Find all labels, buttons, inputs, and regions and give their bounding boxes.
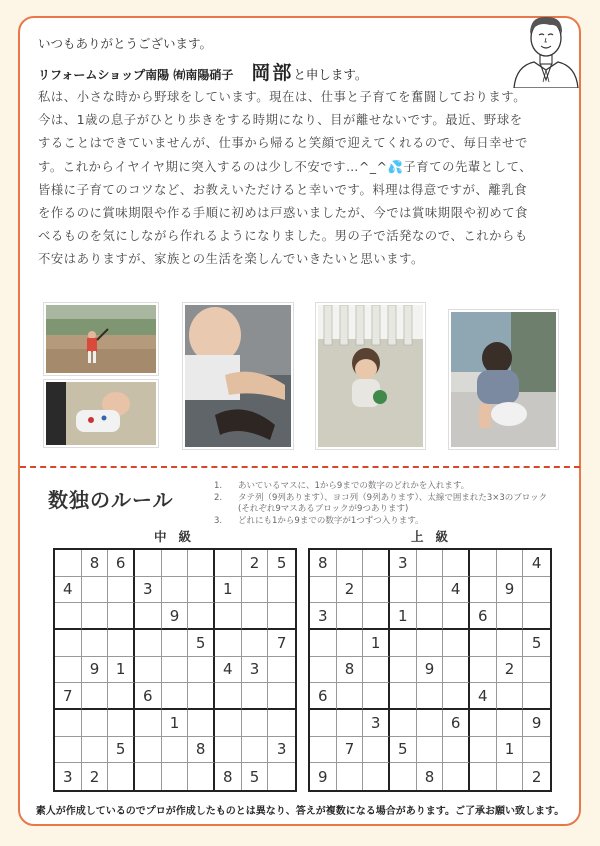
sudoku-cell[interactable] [188,763,215,790]
sudoku-cell[interactable] [55,737,82,764]
photo-baby-window [449,310,558,449]
sudoku-cell[interactable] [523,657,550,684]
sudoku-cell[interactable]: 8 [188,737,215,764]
sudoku-cell[interactable] [363,737,390,764]
photo-baseball [44,303,158,375]
sudoku-cell[interactable]: 2 [531,767,542,786]
sudoku-cell[interactable] [443,657,470,684]
sudoku-cell[interactable]: 4 [55,577,82,604]
sudoku-cell[interactable] [417,737,444,764]
sudoku-cell[interactable] [215,550,242,577]
sudoku-cell[interactable] [215,683,242,710]
sudoku-cell[interactable] [497,710,524,737]
rule-item: 3. どれにも1から9までの数字が1つずつ入ります。 [214,515,424,526]
sudoku-cell[interactable] [82,710,109,737]
sudoku-cell[interactable]: 7 [268,630,295,657]
sudoku-cell[interactable]: 6 [443,710,470,737]
sudoku-cell[interactable] [82,577,109,604]
sudoku-cell[interactable] [268,763,295,790]
sudoku-cell[interactable]: 6 [470,603,497,630]
sudoku-cell[interactable] [390,710,417,737]
sudoku-cell[interactable] [497,683,524,710]
sudoku-cell[interactable] [497,763,524,790]
sudoku-cell[interactable]: 3 [55,763,82,790]
sudoku-cell[interactable] [215,603,242,630]
sudoku-cell[interactable] [162,737,189,764]
sudoku-cell[interactable] [162,683,189,710]
rules-title: 数独のルール [48,488,174,512]
sudoku-cell[interactable] [337,603,364,630]
sudoku-cell[interactable]: 5 [268,550,295,577]
sudoku-cell[interactable] [55,657,82,684]
self-introduction [38,58,367,85]
sudoku-cell[interactable] [108,683,135,710]
sudoku-cell[interactable] [417,550,444,577]
sudoku-cell[interactable]: 2 [242,550,269,577]
sudoku-cell[interactable] [470,710,497,737]
sudoku-cell[interactable] [162,630,189,657]
sudoku-cell[interactable] [417,603,444,630]
sudoku-cell[interactable] [108,630,135,657]
sudoku-cell[interactable] [162,657,189,684]
sudoku-grid-intermediate [53,548,297,792]
sudoku-cell[interactable] [470,550,497,577]
sudoku-cell[interactable] [310,630,337,657]
sudoku-cell[interactable] [215,710,242,737]
sudoku-cell[interactable] [268,603,295,630]
sudoku-cell[interactable] [82,683,109,710]
sudoku-cell[interactable]: 6 [310,683,337,710]
sudoku-cell[interactable]: 9 [497,577,524,604]
sudoku-cell[interactable] [188,550,215,577]
sudoku-cell[interactable] [443,763,470,790]
sudoku-cell[interactable] [108,603,135,630]
footer-note: 素人が作成しているのでプロが作成したものとは異なり、答えが複数になる場合があります。ご了承お願い致します。 [35,806,565,817]
sudoku-cell[interactable] [55,710,82,737]
sudoku-cell[interactable]: 3 [390,550,417,577]
sudoku-cell[interactable] [417,710,444,737]
sudoku-cell[interactable]: 9 [523,710,550,737]
sudoku-cell[interactable] [188,603,215,630]
sudoku-cell[interactable] [268,710,295,737]
sudoku-cell[interactable] [135,737,162,764]
sudoku-cell[interactable]: 4 [470,683,497,710]
sudoku-cell[interactable]: 5 [108,737,135,764]
sudoku-cell[interactable] [390,683,417,710]
greeting-text: いつもありがとうございます。 [38,36,213,51]
essay-line: べるものを気にしながら作れるようになりました。男の子で活発なので、これからも [38,229,528,244]
essay-body [38,86,570,272]
sudoku-cell[interactable]: 4 [443,577,470,604]
sudoku-cell[interactable] [337,683,364,710]
sudoku-cell[interactable] [363,683,390,710]
sudoku-cell[interactable] [470,763,497,790]
sudoku-cell[interactable] [470,737,497,764]
sudoku-cell[interactable] [337,550,364,577]
sudoku-cell[interactable]: 4 [215,657,242,684]
rules-list [214,481,584,527]
sudoku-cell[interactable] [188,577,215,604]
puzzle-label-intermediate: 中級 [154,529,204,544]
sudoku-cell[interactable] [337,710,364,737]
sudoku-cell[interactable] [135,710,162,737]
sudoku-cell[interactable]: 1 [497,737,524,764]
sudoku-cell[interactable]: 7 [55,683,82,710]
sudoku-cell[interactable] [108,710,135,737]
sudoku-cell[interactable] [417,683,444,710]
sudoku-cell[interactable] [363,763,390,790]
sudoku-cell[interactable] [55,630,82,657]
sudoku-cell[interactable]: 9 [310,763,337,790]
sudoku-cell[interactable] [188,710,215,737]
sudoku-cell[interactable] [470,577,497,604]
sudoku-cell[interactable]: 7 [337,737,364,764]
sudoku-cell[interactable] [523,603,550,630]
sudoku-cell[interactable] [363,577,390,604]
sudoku-cell[interactable]: 4 [523,550,550,577]
sudoku-cell[interactable] [470,630,497,657]
intro-suffix: と申します。 [293,67,368,82]
sudoku-cell[interactable] [242,710,269,737]
sudoku-cell[interactable] [337,630,364,657]
sudoku-cell[interactable] [310,577,337,604]
essay-line: 今は、1歳の息子がひとり歩きをする時期になり、目が離せないです。最近、野球を [38,113,523,128]
sudoku-cell[interactable] [390,577,417,604]
sudoku-cell[interactable] [188,657,215,684]
photo-baby-playpen [316,303,425,449]
essay-line: 私は、小さな時から野球をしています。現在は、仕事と子育てを奮闘しております。 [38,90,527,104]
rule-item: 1. あいているマスに、1から9までの数字のどれかを入れます。 [214,481,470,491]
sudoku-cell[interactable] [55,603,82,630]
person-portrait-icon [510,8,582,88]
sudoku-cell[interactable] [135,550,162,577]
sudoku-cell[interactable]: 9 [417,657,444,684]
sudoku-cell[interactable]: 3 [268,737,295,764]
sudoku-cell[interactable] [443,683,470,710]
sudoku-cell[interactable]: 1 [363,630,390,657]
sudoku-cell[interactable] [135,763,162,790]
sudoku-cell[interactable] [135,657,162,684]
sudoku-cell[interactable] [337,763,364,790]
essay-line: することはできていませんが、仕事から帰ると笑顔で迎えてくれるので、毎日幸せで [38,136,528,151]
sudoku-cell[interactable] [470,657,497,684]
sudoku-cell[interactable]: 9 [82,657,109,684]
sudoku-cell[interactable]: 3 [135,577,162,604]
essay-line: を作るのに賞味期限や作る手順に初めは戸惑いましたが、今では賞味期限や初めて食 [38,206,529,221]
sudoku-cell[interactable] [523,737,550,764]
sudoku-cell[interactable] [417,577,444,604]
sudoku-cell[interactable] [108,763,135,790]
sudoku-cell[interactable] [417,630,444,657]
sudoku-cell[interactable]: 6 [135,683,162,710]
sudoku-cell[interactable]: 5 [188,630,215,657]
sudoku-cell[interactable] [108,577,135,604]
sudoku-cell[interactable]: 8 [310,550,337,577]
sudoku-cell[interactable] [310,737,337,764]
sudoku-cell[interactable] [135,630,162,657]
sudoku-cell[interactable] [242,603,269,630]
sudoku-cell[interactable]: 8 [417,763,444,790]
sudoku-cell[interactable] [82,737,109,764]
essay-line: 皆様に子育てのコツなど、お教えいただけると幸いです。料理は得意ですが、離乳食 [38,182,528,197]
sudoku-cell[interactable]: 9 [162,603,189,630]
sudoku-cell[interactable] [162,550,189,577]
sudoku-cell[interactable] [363,550,390,577]
sudoku-cell[interactable] [242,737,269,764]
sudoku-cell[interactable]: 1 [215,577,242,604]
sudoku-cell[interactable] [310,657,337,684]
sudoku-cell[interactable] [242,683,269,710]
essay-line: す。これからイヤイヤ期に突入するのは少し不安です…^_^💦子育ての先輩として、 [38,159,533,174]
sudoku-cell[interactable]: 8 [82,550,109,577]
sudoku-cell[interactable]: 1 [162,710,189,737]
sudoku-cell[interactable] [55,550,82,577]
sudoku-cell[interactable] [268,657,295,684]
sudoku-cell[interactable] [497,550,524,577]
sudoku-cell[interactable] [268,683,295,710]
sudoku-cell[interactable] [82,603,109,630]
sudoku-cell[interactable] [443,550,470,577]
sudoku-cell[interactable]: 6 [108,550,135,577]
rule-item: (それぞれ9マスあるブロックが9つあります) [238,504,409,514]
author-name: 岡部 [251,62,294,84]
sudoku-cell[interactable] [135,603,162,630]
sudoku-cell[interactable] [310,710,337,737]
puzzle-label-advanced: 上級 [411,529,461,544]
sudoku-cell[interactable]: 2 [497,657,524,684]
sudoku-cell[interactable]: 8 [215,763,242,790]
sudoku-cell[interactable]: 1 [390,603,417,630]
sudoku-cell[interactable] [443,630,470,657]
photo-baby-sleeping [44,380,158,447]
sudoku-cell[interactable] [268,577,295,604]
sudoku-grid-advanced [308,548,552,792]
company-name: リフォームショップ南陽 ㈲南陽硝子 [38,68,234,82]
sudoku-cell[interactable] [242,577,269,604]
sudoku-cell[interactable] [497,630,524,657]
section-divider [20,466,580,468]
sudoku-cell[interactable] [242,630,269,657]
essay-line: 不安はありますが、家族との生活を楽しんでいきたいと思います。 [38,252,424,267]
sudoku-cell[interactable]: 3 [363,710,390,737]
sudoku-cell[interactable] [443,603,470,630]
sudoku-cell[interactable]: 5 [390,737,417,764]
sudoku-cell[interactable] [82,630,109,657]
sudoku-cell[interactable] [188,683,215,710]
sudoku-cell[interactable] [215,737,242,764]
sudoku-cell[interactable]: 8 [337,657,364,684]
rule-item: 2. タテ列（9列あります）、ヨコ列（9列あります）、太線で囲まれた3×3のブロック [214,492,548,503]
photo-baby-hands [183,303,293,449]
sudoku-cell[interactable]: 5 [523,630,550,657]
sudoku-cell[interactable]: 5 [242,763,269,790]
sudoku-cell[interactable] [390,657,417,684]
sudoku-cell[interactable]: 2 [337,577,364,604]
sudoku-cell[interactable]: 2 [82,763,109,790]
sudoku-cell[interactable] [523,683,550,710]
sudoku-cell[interactable] [162,763,189,790]
sudoku-cell[interactable] [215,630,242,657]
sudoku-cell[interactable] [390,630,417,657]
sudoku-cell[interactable] [523,577,550,604]
sudoku-cell[interactable] [443,737,470,764]
sudoku-cell[interactable] [497,603,524,630]
sudoku-cell[interactable]: 3 [242,657,269,684]
sudoku-cell[interactable] [162,577,189,604]
sudoku-cell[interactable] [363,657,390,684]
sudoku-cell[interactable]: 3 [310,603,337,630]
sudoku-cell[interactable]: 1 [108,657,135,684]
sudoku-cell[interactable] [363,603,390,630]
sudoku-cell[interactable] [390,763,417,790]
